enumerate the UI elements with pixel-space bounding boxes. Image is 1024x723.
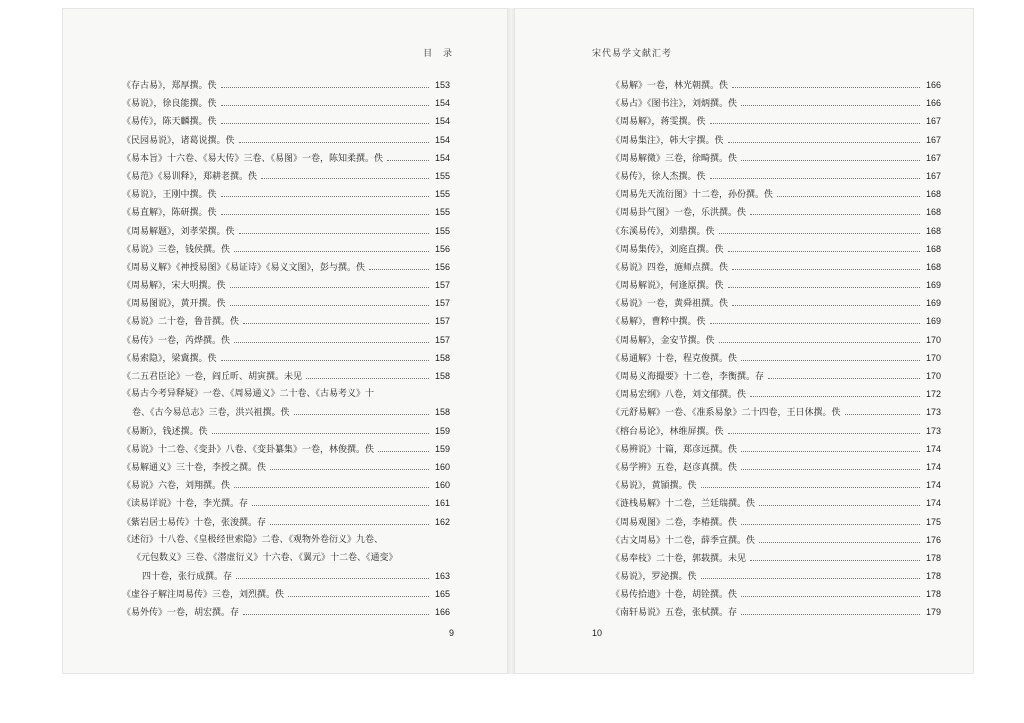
toc-entry bbox=[122, 276, 450, 294]
toc-entry-page: 169 bbox=[925, 280, 941, 291]
toc-entry-page: 156 bbox=[434, 243, 450, 254]
dot-leader bbox=[239, 233, 429, 234]
toc-entry-page: 153 bbox=[434, 80, 450, 90]
toc-entry bbox=[611, 476, 941, 494]
toc-entry-page: 154 bbox=[434, 116, 450, 127]
toc-entry bbox=[122, 567, 450, 585]
toc-entry-title: 《周易解题》，刘孝荣撰。佚 bbox=[122, 226, 235, 237]
toc-entry-title: 《周易卦气图》一卷，乐洪撰。佚 bbox=[611, 208, 747, 219]
toc-entry bbox=[611, 349, 941, 367]
toc-entry-page: 159 bbox=[434, 425, 450, 436]
toc-entry-title: 《存古易》，郑厚撰。佚 bbox=[122, 81, 217, 91]
dot-leader bbox=[728, 251, 920, 252]
toc-entry-title: 《南轩易说》五卷，张栻撰。存 bbox=[611, 608, 738, 619]
toc-entry-page: 157 bbox=[434, 280, 450, 291]
right-toc-list bbox=[611, 76, 941, 622]
toc-entry bbox=[611, 112, 941, 130]
toc-entry bbox=[611, 131, 941, 149]
toc-entry-title: 《易占》《图书注》，刘炳撰。佚 bbox=[611, 99, 738, 110]
dot-leader bbox=[741, 105, 920, 106]
toc-entry-page: 154 bbox=[434, 134, 450, 145]
dot-leader bbox=[701, 578, 920, 579]
toc-entry-page: 179 bbox=[925, 607, 941, 618]
dot-leader bbox=[732, 269, 920, 270]
toc-entry bbox=[122, 603, 450, 621]
toc-entry-page: 169 bbox=[925, 298, 941, 309]
toc-entry-title: 四十卷，张行成撰。存 bbox=[142, 572, 233, 583]
toc-entry bbox=[122, 403, 450, 421]
toc-entry-title: 《虚谷子解注周易传》三卷，刘烈撰。佚 bbox=[122, 590, 285, 601]
toc-entry-title: 《民园易说》，诸葛说撰。佚 bbox=[122, 135, 235, 146]
toc-entry bbox=[122, 440, 450, 458]
toc-entry bbox=[611, 531, 941, 549]
dot-leader bbox=[221, 196, 429, 197]
toc-entry bbox=[611, 385, 941, 403]
dot-leader bbox=[221, 360, 429, 361]
dot-leader bbox=[741, 451, 920, 452]
toc-entry-title: 《易说》四卷，施师点撰。佚 bbox=[611, 262, 729, 273]
dot-leader bbox=[294, 414, 429, 415]
toc-entry-page: 159 bbox=[434, 443, 450, 454]
toc-entry-title: 《易说》，罗泌撰。佚 bbox=[611, 572, 697, 583]
toc-entry-page: 178 bbox=[925, 552, 941, 563]
toc-entry-page: 157 bbox=[434, 298, 450, 309]
toc-entry-title: 《易通解》十卷，程克俊撰。佚 bbox=[611, 353, 738, 364]
toc-entry-page: 170 bbox=[925, 371, 941, 381]
toc-entry-page: 173 bbox=[925, 407, 941, 418]
toc-entry-title: 《易学辨》五卷，赵彦真撰。佚 bbox=[611, 462, 738, 473]
toc-entry bbox=[122, 294, 450, 312]
right-page bbox=[514, 8, 974, 674]
toc-entry bbox=[122, 494, 450, 512]
dot-leader bbox=[270, 469, 429, 470]
toc-entry bbox=[611, 94, 941, 112]
toc-entry-page: 167 bbox=[925, 134, 941, 145]
dot-leader bbox=[270, 524, 429, 525]
toc-entry-page: 156 bbox=[434, 261, 450, 272]
toc-entry-page: 154 bbox=[434, 98, 450, 109]
toc-entry-page: 167 bbox=[925, 152, 941, 163]
dot-leader bbox=[378, 451, 429, 452]
toc-entry-page: 155 bbox=[434, 225, 450, 236]
toc-entry bbox=[122, 167, 450, 185]
dot-leader bbox=[741, 160, 920, 161]
toc-entry bbox=[122, 112, 450, 130]
toc-entry-page: 174 bbox=[925, 480, 941, 491]
dot-leader bbox=[732, 87, 920, 88]
toc-entry-title: 《易范》《易训释》，郑耕老撰。佚 bbox=[122, 171, 258, 182]
toc-entry-page: 168 bbox=[925, 243, 941, 254]
dot-leader bbox=[741, 469, 920, 470]
dot-leader bbox=[741, 596, 920, 597]
toc-entry-page: 161 bbox=[434, 498, 450, 509]
toc-entry bbox=[611, 294, 941, 312]
dot-leader bbox=[710, 323, 920, 324]
toc-entry bbox=[122, 258, 450, 276]
toc-entry-page: 155 bbox=[434, 207, 450, 218]
dot-leader bbox=[243, 614, 429, 615]
toc-entry bbox=[611, 422, 941, 440]
toc-entry bbox=[611, 513, 941, 531]
dot-leader bbox=[768, 378, 920, 379]
toc-entry bbox=[122, 222, 450, 240]
toc-entry-page: 157 bbox=[434, 334, 450, 345]
toc-entry bbox=[611, 367, 941, 385]
toc-entry-page: 174 bbox=[925, 443, 941, 454]
dot-leader bbox=[230, 305, 429, 306]
toc-entry-page: 154 bbox=[434, 152, 450, 163]
toc-entry bbox=[611, 276, 941, 294]
toc-entry-title: 《周易观图》二卷，李椿撰。佚 bbox=[611, 517, 738, 528]
dot-leader bbox=[750, 560, 920, 561]
toc-entry bbox=[611, 167, 941, 185]
toc-entry bbox=[611, 240, 941, 258]
toc-entry bbox=[122, 585, 450, 603]
toc-entry-page: 166 bbox=[925, 98, 941, 109]
toc-entry bbox=[122, 131, 450, 149]
toc-entry-title: 《周易图说》，黄开撰。佚 bbox=[122, 299, 226, 310]
dot-leader bbox=[728, 142, 920, 143]
toc-entry-page: 174 bbox=[925, 461, 941, 472]
toc-entry bbox=[611, 149, 941, 167]
toc-entry-title: 《易说》十二卷、《变卦》八卷、《变卦纂集》一卷，林俊撰。佚 bbox=[122, 444, 375, 455]
dot-leader bbox=[221, 123, 429, 124]
toc-entry-title: 《周易义解》《神授易图》《易证诗》《易义文图》，彭与撰。佚 bbox=[122, 262, 366, 273]
toc-entry-title: 《读易详说》十卷，李光撰。存 bbox=[122, 499, 249, 510]
toc-entry-title: 《紫岩居士易传》十卷，张浚撰。存 bbox=[122, 517, 267, 528]
toc-entry-page: 167 bbox=[925, 116, 941, 127]
toc-entry-page: 165 bbox=[434, 589, 450, 600]
toc-entry bbox=[611, 331, 941, 349]
toc-entry-title: 《易索隐》，梁冀撰。佚 bbox=[122, 353, 217, 364]
toc-entry-title: 《周易集注》，韩大宇撰。佚 bbox=[611, 135, 724, 146]
toc-entry-page: 168 bbox=[925, 225, 941, 236]
dot-leader bbox=[306, 378, 429, 379]
toc-entry bbox=[122, 185, 450, 203]
toc-entry-title: 《易外传》一卷，胡宏撰。存 bbox=[122, 608, 240, 619]
toc-entry-page: 172 bbox=[925, 389, 941, 400]
dot-leader bbox=[230, 287, 429, 288]
toc-entry bbox=[122, 203, 450, 221]
toc-entry-title: 《二五君臣论》一卷，阎丘昕、胡寅撰。未见 bbox=[122, 372, 303, 382]
dot-leader bbox=[750, 214, 920, 215]
toc-entry bbox=[122, 476, 450, 494]
dot-leader bbox=[234, 342, 429, 343]
toc-entry-page: 158 bbox=[434, 371, 450, 381]
toc-entry bbox=[611, 585, 941, 603]
toc-entry-page: 169 bbox=[925, 316, 941, 327]
toc-entry-title: 《易断》，钱述撰。佚 bbox=[122, 426, 208, 437]
toc-entry-title: 《涟栈易解》十二卷，兰廷瑞撰。佚 bbox=[611, 499, 756, 510]
toc-entry-page: 155 bbox=[434, 189, 450, 200]
dot-leader bbox=[741, 614, 920, 615]
dot-leader bbox=[236, 578, 429, 579]
toc-entry-title: 《易辨说》十篇，郑彦远撰。佚 bbox=[611, 444, 738, 455]
toc-entry bbox=[122, 312, 450, 330]
toc-entry-page: 168 bbox=[925, 261, 941, 272]
dot-leader bbox=[221, 105, 429, 106]
toc-entry-page: 162 bbox=[434, 516, 450, 527]
dot-leader bbox=[741, 524, 920, 525]
toc-entry-title: 《易解》，曹粹中撰。佚 bbox=[611, 317, 706, 328]
toc-entry bbox=[122, 549, 450, 567]
dot-leader bbox=[369, 269, 429, 270]
toc-entry-page: 155 bbox=[434, 170, 450, 181]
toc-entry-title: 《周易集传》，刘庭直撰。佚 bbox=[611, 244, 724, 255]
toc-entry-title: 《易传拾遗》十卷，胡铨撰。佚 bbox=[611, 590, 738, 601]
toc-entry-page: 160 bbox=[434, 461, 450, 472]
dot-leader bbox=[710, 178, 920, 179]
toc-entry-title: 《易传》一卷，芮烨撰。佚 bbox=[122, 335, 231, 346]
toc-entry-title: 卷、《古今易总志》三卷，洪兴祖撰。佚 bbox=[132, 408, 290, 419]
toc-entry-title: 《易说》六卷，刘翔撰。佚 bbox=[122, 481, 231, 492]
toc-entry bbox=[122, 331, 450, 349]
toc-entry-title: 《易说》，王刚中撰。佚 bbox=[122, 190, 217, 201]
toc-entry-page: 173 bbox=[925, 425, 941, 436]
toc-entry-title: 《易传》，徐人杰撰。佚 bbox=[611, 171, 706, 182]
toc-entry-title: 《榕台易论》，林维屏撰。佚 bbox=[611, 426, 724, 437]
toc-entry bbox=[611, 494, 941, 512]
right-page-number: 10 bbox=[592, 628, 603, 638]
toc-entry-title: 《易古今考异释疑》一卷、《周易通义》二十卷、《古易考义》十 bbox=[122, 389, 375, 400]
toc-entry-page: 160 bbox=[434, 480, 450, 491]
toc-entry bbox=[611, 458, 941, 476]
toc-entry bbox=[122, 94, 450, 112]
toc-entry-title: 《易解通义》三十卷，李授之撰。佚 bbox=[122, 462, 267, 473]
toc-entry bbox=[122, 76, 450, 94]
toc-entry-title: 《元舒易解》一卷、《准系易象》二十四卷，王日休撰。佚 bbox=[611, 408, 841, 419]
toc-entry bbox=[611, 312, 941, 330]
toc-entry bbox=[611, 203, 941, 221]
toc-entry bbox=[611, 185, 941, 203]
dot-leader bbox=[387, 160, 429, 161]
left-toc-list bbox=[122, 76, 450, 622]
toc-entry bbox=[611, 403, 941, 421]
toc-entry-title: 《周易解》，金安节撰。佚 bbox=[611, 335, 715, 346]
toc-entry bbox=[611, 440, 941, 458]
toc-entry bbox=[122, 422, 450, 440]
toc-entry-page: 178 bbox=[925, 571, 941, 582]
dot-leader bbox=[732, 305, 920, 306]
dot-leader bbox=[759, 505, 920, 506]
toc-entry-title: 《易说》一卷，黄舜祖撰。佚 bbox=[611, 299, 729, 310]
toc-entry-title: 《易直解》，陈研撰。佚 bbox=[122, 208, 217, 219]
toc-entry-page: 174 bbox=[925, 498, 941, 509]
toc-entry-page: 166 bbox=[925, 80, 941, 90]
toc-entry-title: 《古文周易》十二卷，薛季宣撰。佚 bbox=[611, 535, 756, 546]
toc-entry-title: 《周易义海撮要》十二卷，李衡撰。存 bbox=[611, 372, 765, 382]
toc-entry bbox=[611, 549, 941, 567]
dot-leader bbox=[701, 487, 920, 488]
toc-entry-title: 《易解》一卷，林光朝撰。佚 bbox=[611, 81, 729, 91]
toc-entry-title: 《易说》，黄頴撰。佚 bbox=[611, 481, 697, 492]
dot-leader bbox=[234, 487, 429, 488]
dot-leader bbox=[845, 414, 920, 415]
left-page-number: 9 bbox=[448, 628, 454, 638]
dot-leader bbox=[212, 433, 429, 434]
toc-entry bbox=[122, 531, 450, 549]
toc-entry bbox=[611, 258, 941, 276]
dot-leader bbox=[221, 214, 429, 215]
toc-entry-title: 《周易宏纲》八卷，刘文郁撰。佚 bbox=[611, 390, 747, 401]
dot-leader bbox=[234, 251, 429, 252]
toc-entry bbox=[122, 385, 450, 403]
toc-entry-page: 167 bbox=[925, 170, 941, 181]
dot-leader bbox=[719, 342, 920, 343]
dot-leader bbox=[750, 396, 920, 397]
toc-entry bbox=[611, 567, 941, 585]
toc-entry-title: 《易本旨》十六卷、《易大传》三卷、《易图》一卷，陈知柔撰。佚 bbox=[122, 153, 384, 164]
toc-entry-title: 《元包数义》三卷、《潜虚衍义》十六卷、《翼元》十二卷、《通变》 bbox=[132, 552, 398, 563]
toc-entry bbox=[611, 222, 941, 240]
toc-entry-page: 158 bbox=[434, 407, 450, 418]
toc-entry-page: 168 bbox=[925, 207, 941, 218]
dot-leader bbox=[221, 87, 429, 88]
toc-entry bbox=[122, 240, 450, 258]
left-page-header: 目 录 bbox=[423, 49, 456, 59]
toc-entry-page: 175 bbox=[925, 516, 941, 527]
toc-entry bbox=[122, 458, 450, 476]
dot-leader bbox=[261, 178, 429, 179]
dot-leader bbox=[719, 233, 920, 234]
dot-leader bbox=[759, 542, 920, 543]
left-page bbox=[62, 8, 508, 674]
toc-entry-title: 《易奉枝》二十卷，郭载撰。未见 bbox=[611, 553, 747, 564]
toc-entry-page: 168 bbox=[925, 189, 941, 200]
toc-entry bbox=[122, 367, 450, 385]
toc-entry-page: 166 bbox=[434, 607, 450, 618]
toc-entry bbox=[122, 513, 450, 531]
toc-entry bbox=[122, 349, 450, 367]
right-page-header: 宋代易学文献汇考 bbox=[592, 49, 673, 59]
dot-leader bbox=[741, 360, 920, 361]
toc-entry-page: 163 bbox=[434, 571, 450, 582]
dot-leader bbox=[288, 596, 429, 597]
toc-entry-title: 《东溪易传》，刘鼎撰。佚 bbox=[611, 226, 715, 237]
toc-entry bbox=[611, 76, 941, 94]
toc-entry-page: 170 bbox=[925, 352, 941, 363]
dot-leader bbox=[728, 287, 920, 288]
toc-entry-title: 《周易先天流衍图》十二卷，孙份撰。佚 bbox=[611, 190, 774, 201]
toc-entry-title: 《易说》三卷，钱侯撰。佚 bbox=[122, 244, 231, 255]
toc-entry-title: 《周易解说》，何逢原撰。佚 bbox=[611, 281, 724, 292]
dot-leader bbox=[239, 142, 429, 143]
toc-entry-page: 170 bbox=[925, 334, 941, 345]
toc-entry-page: 158 bbox=[434, 352, 450, 363]
toc-entry-title: 《周易解》，蒋雯撰。佚 bbox=[611, 117, 706, 128]
dot-leader bbox=[243, 323, 429, 324]
dot-leader bbox=[252, 505, 429, 506]
toc-entry-title: 《述衍》十八卷、《皇极经世索隐》二卷、《观物外卷衍义》九卷、 bbox=[122, 534, 384, 545]
toc-entry bbox=[611, 603, 941, 621]
toc-entry-title: 《易传》，陈天麟撰。佚 bbox=[122, 117, 217, 128]
dot-leader bbox=[728, 433, 920, 434]
toc-entry-title: 《易说》二十卷，鲁昔撰。佚 bbox=[122, 317, 240, 328]
toc-entry bbox=[122, 149, 450, 167]
dot-leader bbox=[710, 123, 920, 124]
toc-entry-page: 178 bbox=[925, 589, 941, 600]
dot-leader bbox=[777, 196, 920, 197]
toc-entry-title: 《周易解微》三卷，徐畸撰。佚 bbox=[611, 153, 738, 164]
toc-entry-page: 176 bbox=[925, 534, 941, 545]
toc-entry-page: 157 bbox=[434, 316, 450, 327]
toc-entry-title: 《周易解》，宋大明撰。佚 bbox=[122, 281, 226, 292]
toc-entry-title: 《易说》，徐良能撰。佚 bbox=[122, 99, 217, 110]
